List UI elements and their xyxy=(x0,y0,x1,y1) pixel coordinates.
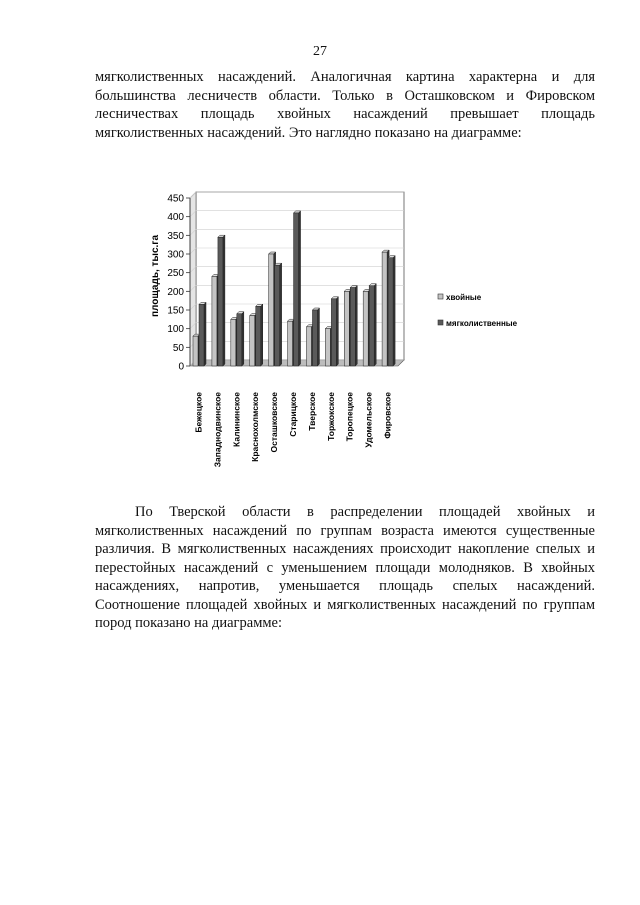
paragraph-2-line: По Тверской области в распределении площадей хвойных и xyxy=(135,504,595,520)
paragraph-1-line: лесничествах площадь хвойных насаждений превышает площадь xyxy=(95,106,595,122)
chart-legend xyxy=(438,293,518,328)
bar-deciduous xyxy=(218,235,225,366)
chart-y-axis xyxy=(167,194,190,373)
paragraph-1 xyxy=(95,68,595,142)
paragraph-2-line: различия. В мягколиственных насаждениях происходит накопление спелых и xyxy=(95,541,595,557)
y-tick-label: 150 xyxy=(167,305,184,317)
paragraph-2-line: Соотношение площадей хвойных и мягколиственных насаждений по группам xyxy=(95,596,595,613)
legend-label-conifer: хвойные xyxy=(446,293,482,302)
y-tick-label: 50 xyxy=(172,342,184,354)
page-number: 27 xyxy=(313,44,327,59)
y-tick-label: 400 xyxy=(167,212,184,224)
y-tick-label: 450 xyxy=(167,193,184,205)
bar-deciduous xyxy=(331,297,338,366)
y-tick-label: 200 xyxy=(167,286,184,298)
x-tick-label: Калининское xyxy=(231,392,242,447)
bar-deciduous xyxy=(199,302,206,366)
x-tick-label: Краснохолмское xyxy=(250,392,261,462)
bar-chart xyxy=(120,180,560,470)
paragraph-1-line: большинства лесничеств области. Только в Осташковском и Фировском xyxy=(95,87,595,104)
bar-deciduous xyxy=(388,256,395,366)
x-tick-label: Удомельское xyxy=(363,392,374,448)
x-tick-label: Тверское xyxy=(306,392,317,431)
legend-label-deciduous: мягколиственные xyxy=(446,319,518,328)
bar-deciduous xyxy=(256,304,263,366)
legend-swatch-conifer xyxy=(438,294,443,299)
bar-deciduous xyxy=(350,286,357,366)
bar-deciduous xyxy=(312,308,319,366)
chart-y-label: площадь, тыс.га xyxy=(150,234,161,318)
paragraph-2-line: пород показано на диаграмме: xyxy=(95,615,283,631)
paragraph-2-line: насаждениях, напротив, уменьшается площадь спелых насаждений. xyxy=(95,578,595,594)
y-tick-label: 0 xyxy=(178,361,184,373)
y-tick-label: 300 xyxy=(167,249,184,261)
bar-deciduous xyxy=(275,263,282,366)
x-tick-label: Фировское xyxy=(382,392,393,439)
y-tick-label: 100 xyxy=(167,324,184,336)
x-tick-label: Торжокское xyxy=(325,392,336,441)
y-tick-label: 350 xyxy=(167,230,184,242)
x-tick-label: Бежецкое xyxy=(193,392,204,433)
x-tick-label: Торопецкое xyxy=(344,392,355,442)
legend-swatch-deciduous xyxy=(438,320,443,325)
bar-deciduous xyxy=(237,312,244,366)
chart-x-axis xyxy=(193,392,392,468)
paragraph-2-line: мягколиственных насаждений по группам возраста имеются существенные xyxy=(95,522,595,539)
x-tick-label: Западнодвинское xyxy=(212,392,223,468)
x-tick-label: Старицкое xyxy=(288,392,298,437)
bar-deciduous xyxy=(294,211,301,366)
x-tick-label: Осташковское xyxy=(269,392,280,453)
bar-deciduous xyxy=(369,284,376,366)
paragraph-2-line: перестойных насаждений с уменьшением площади молодняков. В хвойных xyxy=(95,559,595,576)
paragraph-1-line: мягколиственных насаждений. Аналогичная картина характерна и для xyxy=(95,69,595,85)
paragraph-2 xyxy=(95,503,595,633)
y-tick-label: 250 xyxy=(167,268,184,280)
paragraph-1-line: мягколиственных насаждений. Это наглядно показано на диаграмме: xyxy=(95,124,522,141)
